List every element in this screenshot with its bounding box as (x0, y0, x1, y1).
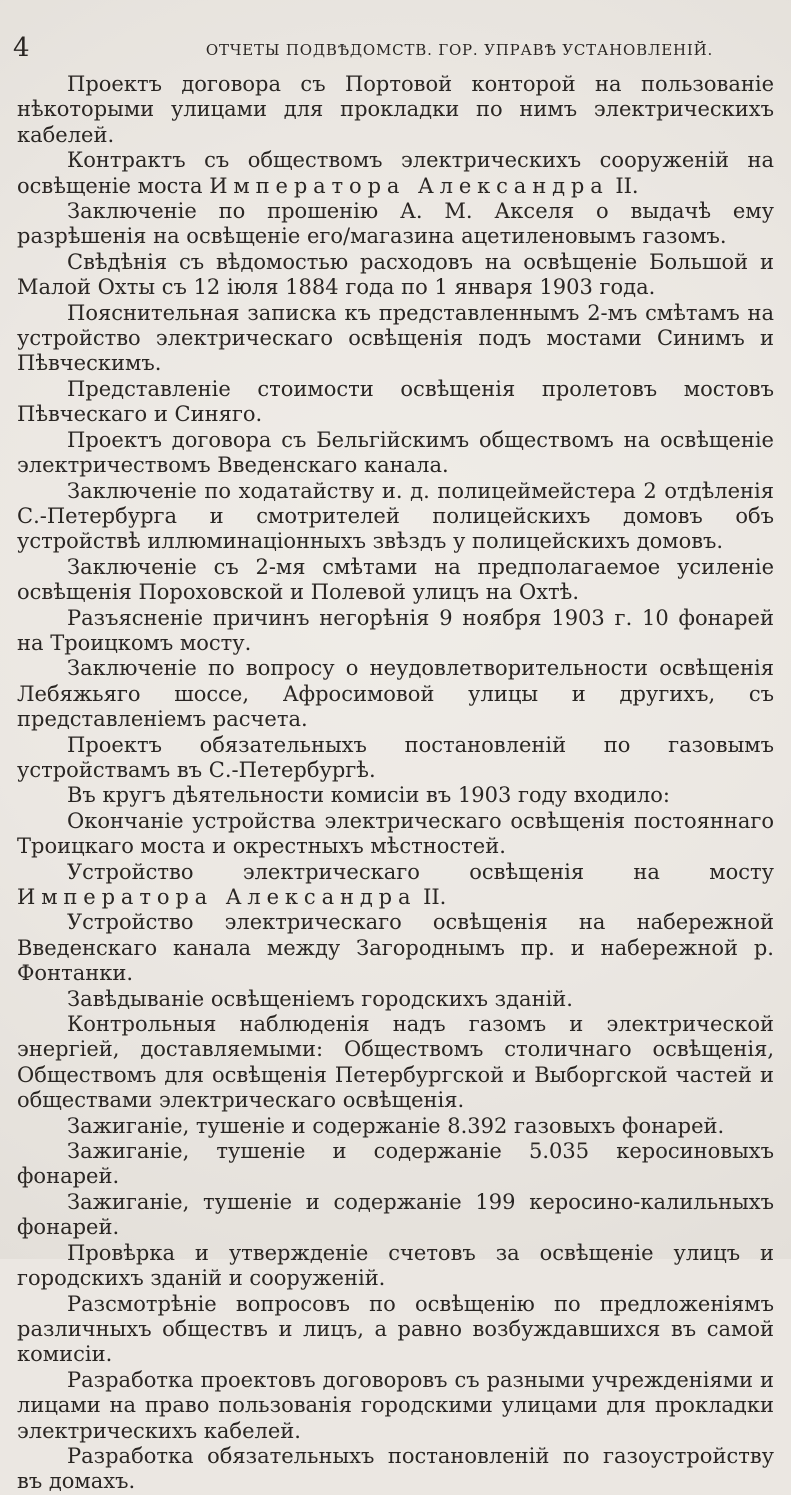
paragraph (17, 1139, 774, 1190)
paragraph (17, 72, 774, 148)
paragraph-text: Зажиганіе, тушеніе и содержаніе 199 керосино-калильныхъ фонарей. (17, 1189, 774, 1240)
paragraph (17, 733, 774, 784)
paragraph-text: Разсмотрѣніе вопросовъ по освѣщенію по предложеніямъ различныхъ обществъ и лицъ, а равно возбуждавшихся въ самой комисіи. (17, 1291, 774, 1367)
paragraph-text: Заключеніе по прошенію А. М. Акселя о выдачѣ ему разрѣшенія на освѣщеніе его/магазина ацетиленовымъ газомъ. (17, 199, 774, 249)
paragraph-text: Заключеніе съ 2-мя смѣтами на предполагаемое усиленіе освѣщенія Пороховской и Полевой улицъ на Охтѣ. (17, 554, 774, 605)
paragraph (17, 1444, 774, 1495)
paragraph-text: Устройство электрическаго освѣщенія на мосту (67, 859, 774, 884)
paragraph (17, 250, 774, 301)
paragraph (17, 148, 774, 199)
spaced-emphasis: Императора Александра (17, 885, 417, 909)
paragraph (17, 1368, 774, 1444)
paragraph-text: Завѣдываніе освѣщеніемъ городскихъ зданій. (67, 986, 573, 1011)
paragraph-text: Провѣрка и утвержденіе счетовъ за освѣщеніе улицъ и городскихъ зданій и сооруженій. (17, 1240, 774, 1291)
paragraph (17, 809, 774, 860)
page-number: 4 (13, 33, 30, 63)
paragraph-text: Разработка проектовъ договоровъ съ разными учрежденіями и лицами на право пользованія городскими улицами для прокладки электрическихъ кабелей. (17, 1367, 774, 1443)
paragraph-text: Контрактъ съ обществомъ электрическихъ сооруженій на освѣщеніе моста (17, 148, 774, 198)
paragraph-text-tail: II. (615, 173, 639, 198)
paragraph (17, 1012, 774, 1114)
paragraph (17, 1292, 774, 1368)
paragraph (17, 987, 774, 1012)
paragraph-text: Въ кругъ дѣятельности комисіи въ 1903 году входило: (67, 783, 670, 808)
running-title: ОТЧЕТЫ ПОДВѢДОМСТВ. ГОР. УПРАВѢ УСТАНОВЛЕНІЙ. (205, 41, 714, 59)
paragraph-text: Пояснительная записка къ представленнымъ 2-мъ смѣтамъ на устройство электрическаго освѣщенія подъ мостами Синимъ и Пѣвческимъ. (17, 300, 774, 376)
paragraph (17, 656, 774, 732)
paragraph (17, 860, 774, 911)
paragraph (17, 479, 774, 555)
paragraph (17, 555, 774, 606)
spaced-emphasis: Императора Александра (209, 173, 609, 198)
paragraph (17, 783, 774, 808)
paragraph-text: Заключеніе по ходатайству и. д. полицеймейстера 2 отдѣленія С.-Петербурга и смотрителей полицейскихъ домовъ объ устройствѣ иллюминаціонныхъ звѣздъ у полицейскихъ домовъ. (17, 478, 774, 554)
paragraph-text: Зажиганіе, тушеніе и содержаніе 8.392 газовыхъ фонарей. (67, 1113, 725, 1138)
page-header (13, 33, 771, 64)
paragraph (17, 606, 774, 657)
paragraph (17, 428, 774, 479)
paragraph-text: Свѣдѣнія съ вѣдомостью расходовъ на освѣщеніе Большой и Малой Охты съ 12 іюля 1884 года по 1 января 1903 года. (17, 249, 774, 300)
paragraph-text: Проектъ договора съ Портовой конторой на пользованіе нѣкоторыми улицами для прокладки по нимъ электрическихъ кабелей. (17, 72, 774, 147)
paragraph-text: Зажиганіе, тушеніе и содержаніе 5.035 керосиновыхъ фонарей. (17, 1139, 774, 1189)
paragraph-text-tail: II. (423, 885, 447, 909)
paragraph (17, 1241, 774, 1292)
paragraph-text: Проектъ обязательныхъ постановленій по газовымъ устройствамъ въ С.-Петербургѣ. (17, 732, 774, 782)
paragraph-text: Контрольныя наблюденія надъ газомъ и электрической энергіей, доставляемыми: Обществомъ столичнаго освѣщенія, Обществомъ для освѣщенія Петербургской и Выборгской частей и обществами электрическаго освѣщенія. (17, 1012, 774, 1113)
paragraph (17, 377, 774, 428)
paragraph-text: Разработка обязательныхъ постановленій по газоустройству въ домахъ. (17, 1443, 774, 1494)
paragraph (17, 910, 774, 986)
paragraph-text: Заключеніе по вопросу о неудовлетворительности освѣщенія Лебяжьяго шоссе, Афросимовой улицы и другихъ, съ представленіемъ расчета. (17, 656, 774, 732)
paragraph-text: Окончаніе устройства электрическаго освѣщенія постояннаго Троицкаго моста и окрестныхъ мѣстностей. (17, 808, 774, 859)
body-text (17, 72, 774, 1495)
paragraph-text: Проектъ договора съ Бельгійскимъ обществомъ на освѣщеніе электричествомъ Введенскаго канала. (17, 427, 774, 478)
paragraph-text: Разъясненіе причинъ негорѣнія 9 ноября 1903 г. 10 фонарей на Троицкомъ мосту. (17, 605, 774, 655)
paragraph-text: Устройство электрическаго освѣщенія на набережной Введенскаго канала между Загороднымъ пр. и набережной р. Фонтанки. (17, 910, 774, 986)
paragraph (17, 199, 774, 250)
paragraph (17, 1114, 774, 1139)
paragraph-text: Представленіе стоимости освѣщенія пролетовъ мостовъ Пѣвческаго и Синяго. (17, 376, 774, 427)
paragraph (17, 1190, 774, 1241)
paragraph (17, 301, 774, 377)
